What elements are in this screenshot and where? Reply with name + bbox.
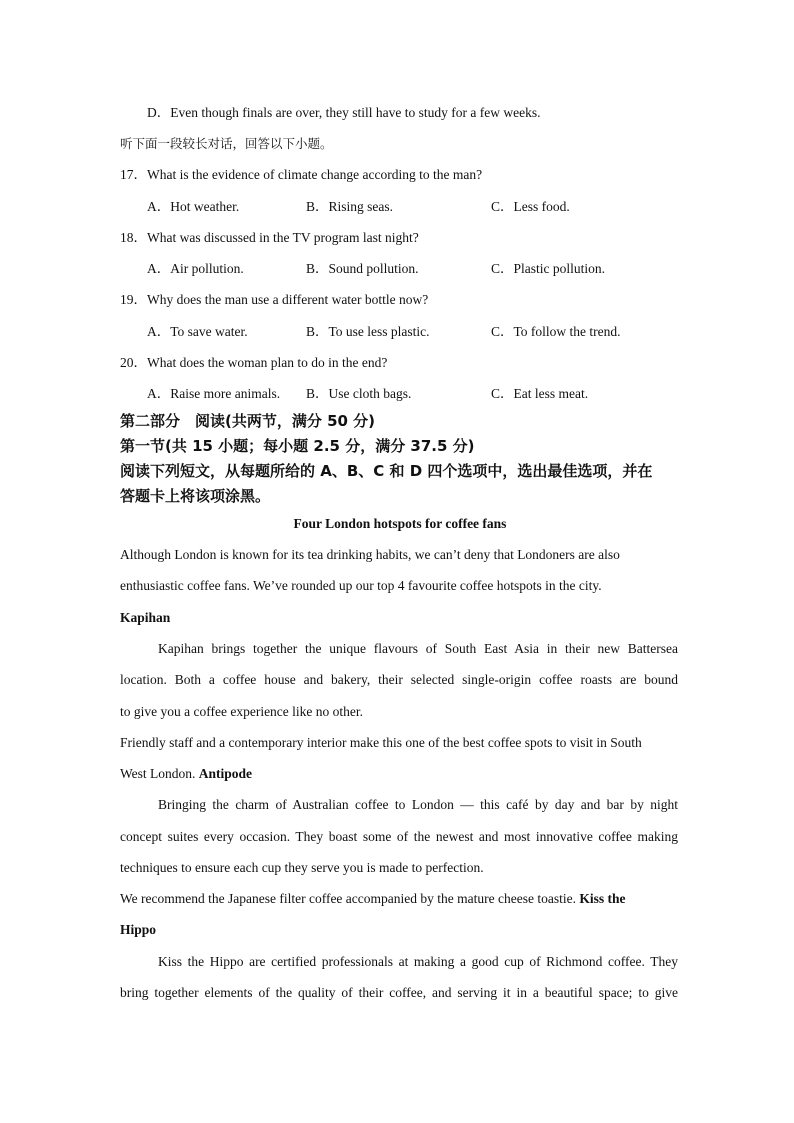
- question-17-stem: 17．What is the evidence of climate change according to the man?: [120, 167, 483, 182]
- kapihan-heading: Kapihan: [120, 610, 171, 625]
- directions-line-2: 答题卡上将该项涂黑。: [120, 487, 271, 505]
- q20-option-c: C．Eat less meat.: [491, 386, 589, 401]
- kapihan-line-2: location. Both a coffee house and bakery, their selected single-origin coffee roasts are bound: [120, 672, 678, 687]
- antipode-line-4: We recommend the Japanese filter coffee accompanied by the mature cheese toastie.: [120, 891, 576, 906]
- antipode-line-3: techniques to ensure each cup they serve you is made to perfection.: [120, 860, 484, 875]
- kiss-heading-part-1: Kiss the: [579, 891, 626, 906]
- antipode-line-4-with-heading: [120, 890, 680, 908]
- q18-option-b: B．Sound pollution.: [306, 261, 419, 276]
- listening-instruction: 听下面一段较长对话，回答以下小题。: [120, 136, 333, 151]
- kapihan-line-3: to give you a coffee experience like no other.: [120, 704, 364, 719]
- q19-option-b: B．To use less plastic.: [306, 324, 430, 339]
- section1-heading: 第一节(共 15 小题；每小题 2.5 分，满分 37.5 分): [120, 437, 475, 455]
- q18-option-c: C．Plastic pollution.: [491, 261, 606, 276]
- part2-heading: 第二部分 阅读(共两节，满分 50 分): [120, 412, 376, 430]
- intro-line-1: Although London is known for its tea drinking habits, we can’t deny that Londoners are also: [120, 547, 620, 562]
- q17-option-c: C．Less food.: [491, 199, 570, 214]
- intro-line-2: enthusiastic coffee fans. We’ve rounded up our top 4 favourite coffee hotspots in the city.: [120, 578, 602, 593]
- antipode-heading: Antipode: [198, 766, 253, 781]
- q16-option-d: D．Even though finals are over, they still have to study for a few weeks.: [147, 105, 541, 120]
- q19-option-c: C．To follow the trend.: [491, 324, 621, 339]
- kapihan-line-5-with-heading: [120, 765, 680, 783]
- question-20-stem: 20．What does the woman plan to do in the end?: [120, 355, 388, 370]
- kiss-line-1: Kiss the Hippo are certified professionals at making a good cup of Richmond coffee. They: [158, 954, 678, 969]
- antipode-line-1: Bringing the charm of Australian coffee to London — this café by day and bar by night: [158, 797, 678, 812]
- kapihan-line-5: West London.: [120, 766, 196, 781]
- directions-line-1: 阅读下列短文，从每题所给的 A、B、C 和 D 四个选项中，选出最佳选项，并在: [120, 462, 653, 480]
- q17-option-b: B．Rising seas.: [306, 199, 394, 214]
- q20-option-b: B．Use cloth bags.: [306, 386, 412, 401]
- question-19-stem: 19．Why does the man use a different water bottle now?: [120, 292, 429, 307]
- kapihan-line-4: Friendly staff and a contemporary interior make this one of the best coffee spots to visit in South: [120, 735, 642, 750]
- q20-option-a: A．Raise more animals.: [147, 386, 281, 401]
- q19-option-a: A．To save water.: [147, 324, 248, 339]
- kiss-heading-part-2: Hippo: [120, 922, 157, 937]
- kapihan-line-1: Kapihan brings together the unique flavours of South East Asia in their new Battersea: [158, 641, 678, 656]
- question-18-stem: 18．What was discussed in the TV program last night?: [120, 230, 419, 245]
- antipode-line-2: concept suites every occasion. They boast some of the newest and most innovative coffee making: [120, 829, 678, 844]
- q17-option-a: A．Hot weather.: [147, 199, 240, 214]
- passage-title: Four London hotspots for coffee fans: [293, 516, 507, 531]
- kiss-line-2: bring together elements of the quality of their coffee, and serving it in a beautiful space; to give: [120, 985, 678, 1000]
- q18-option-a: A．Air pollution.: [147, 261, 244, 276]
